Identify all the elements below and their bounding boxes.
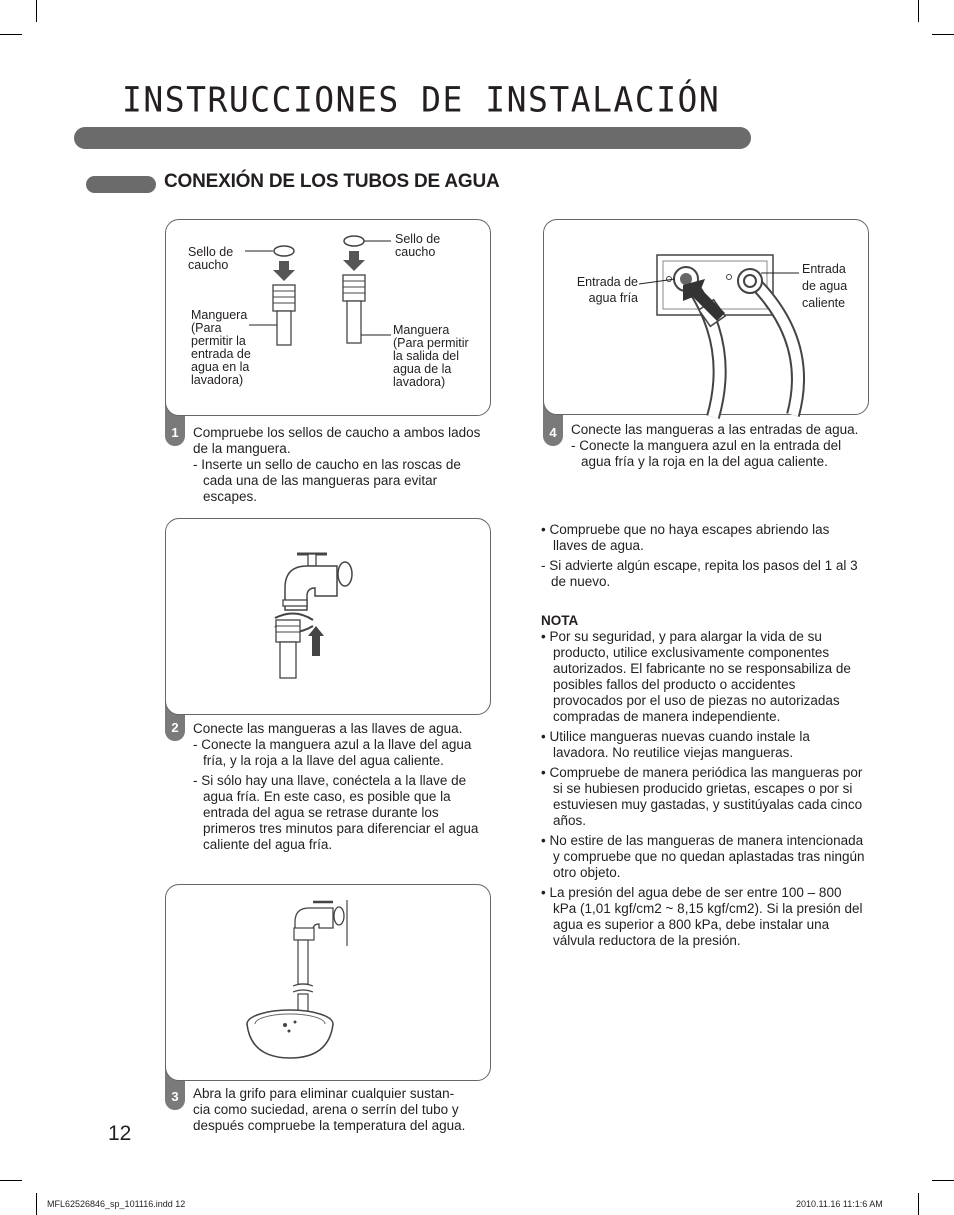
- leak-check-text: • Compruebe que no haya escapes abriendo las llaves de agua. - Si advierte algún escape, repita los pasos del 1 al 3 de nuevo.: [541, 522, 858, 589]
- label-seal-left: Sello de caucho: [188, 245, 234, 272]
- crop-mark: [932, 34, 954, 35]
- nota-item: • No estire de las mangueras de manera intencionada y compruebe que no quedan aplastadas tras ningún otro objeto.: [541, 833, 865, 880]
- step4-text: Conecte las mangueras a las entradas de agua. - Conecte la manguera azul en la entrada del agua fría y la roja en la del agua caliente.: [571, 422, 859, 469]
- crop-mark: [36, 1193, 37, 1215]
- nota-item: • Compruebe de manera periódica las mangueras por si se hubiesen producido grietas, escapes o por si estuviesen muy gastadas, y sustitúyalas cada cinco años.: [541, 765, 863, 828]
- step4-inlet-illustration: [543, 219, 869, 415]
- footer-file: MFL62526846_sp_101116.indd 12: [47, 1199, 186, 1209]
- section-pill: [86, 176, 156, 193]
- label-cold-inlet: Entrada de agua fría: [576, 275, 638, 305]
- step-badge: 3: [165, 1060, 185, 1110]
- step2-text: Conecte las mangueras a las llaves de agua. - Conecte la manguera azul a la llave del agua fría, y la roja a la llave del agua caliente. - Si sólo hay una llave, conéctela a la llave de agua fría. En este caso, es posible que la entrada del agua se retrase durante los primeros tres minutos para diferenciar el agua caliente del agua fría.: [193, 721, 479, 852]
- page-title: INSTRUCCIONES DE INSTALACIÓN: [122, 79, 721, 120]
- label-hose-inlet: Manguera (Para permitir la entrada de agua en la lavadora): [191, 308, 251, 387]
- nota-item: • La presión del agua debe de ser entre 100 – 800 kPa (1,01 kgf/cm2 ~ 8,15 kgf/cm2). Si la presión del agua es superior a 800 kPa, debe instalar una válvula reductora de la presión.: [541, 885, 863, 948]
- footer-timestamp: 2010.11.16 11:1:6 AM: [796, 1199, 883, 1209]
- nota-item: • Utilice mangueras nuevas cuando instale la lavadora. No reutilice viejas mangueras.: [541, 729, 810, 760]
- step-badge: 4: [543, 396, 563, 446]
- crop-mark: [932, 1180, 954, 1181]
- step1-text: Compruebe los sellos de caucho a ambos lados de la manguera. - Inserte un sello de caucho en las roscas de cada una de las mangueras para evitar escapes.: [193, 425, 481, 504]
- step3-bucket-illustration: [165, 884, 491, 1081]
- label-seal-right: Sello de caucho: [395, 232, 441, 259]
- nota-block: [541, 613, 867, 949]
- page-number: 12: [108, 1122, 132, 1145]
- step3-text: Abra la grifo para eliminar cualquier sustan- cia como suciedad, arena o serrín del tubo y después compruebe la temperatura del agua.: [193, 1086, 466, 1133]
- step2-faucet-illustration: [165, 518, 491, 715]
- crop-mark: [36, 0, 37, 22]
- step-badge: 2: [165, 695, 185, 741]
- label-hose-outlet: Manguera (Para permitir la salida del agua de la lavadora): [393, 323, 469, 389]
- nota-item: • Por su seguridad, y para alargar la vida de su producto, utilice exclusivamente componentes autorizados. El fabricante no se responsabiliza de posibles fallos del producto o accidentes provocados por el uso de piezas no autorizadas compradas de manera independiente.: [541, 629, 851, 724]
- title-bar: [74, 127, 751, 149]
- crop-mark: [0, 1180, 22, 1181]
- nota-heading: NOTA: [541, 613, 579, 628]
- crop-mark: [918, 0, 919, 22]
- section-title: CONEXIÓN DE LOS TUBOS DE AGUA: [164, 171, 500, 192]
- crop-mark: [0, 34, 22, 35]
- crop-mark: [918, 1193, 919, 1215]
- step-badge: 1: [165, 400, 185, 446]
- label-hot-inlet: Entrada de agua caliente: [802, 262, 848, 310]
